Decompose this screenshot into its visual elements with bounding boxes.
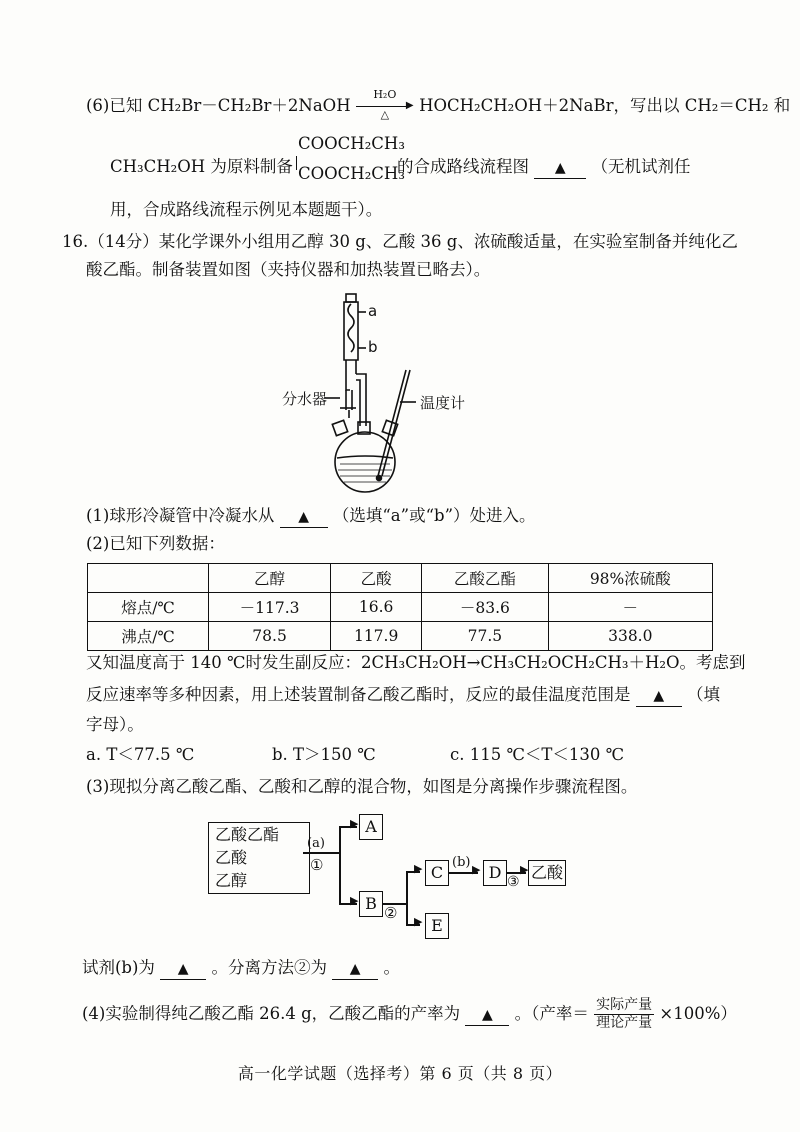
answer-blank[interactable]: ▲ <box>636 685 682 707</box>
q6-line1 <box>86 87 791 121</box>
step-3: ③ <box>507 874 520 890</box>
q16-p3-answers: 试剂(b)为 ▲ 。分离方法②为 ▲ 。 <box>82 956 400 980</box>
reagent-b: (b) <box>452 855 471 870</box>
box-e: E <box>425 913 449 939</box>
yield-fraction: $\frac{\text{实际产量}}{\text{理论产量}}$ <box>596 997 653 1031</box>
answer-blank[interactable]: ▲ <box>534 157 586 179</box>
option-a: a. T＜77.5 ℃ <box>86 745 195 764</box>
q16-p2-line3: 字母）。 <box>86 715 144 734</box>
arrow-condition-bottom: △ <box>380 107 390 121</box>
answer-blank[interactable]: ▲ <box>465 1004 509 1026</box>
mixture-box: 乙酸乙酯 乙酸 乙醇 <box>208 822 310 894</box>
q6-line2-end: （无机试剂任 <box>591 157 691 176</box>
q6-line2b <box>397 155 691 179</box>
box-a: A <box>359 814 383 840</box>
arrow-condition-top: H₂O <box>373 87 397 101</box>
q16-p2-line1: 又知温度高于 140 ℃时发生副反应：2CH₃CH₂OH→CH₃CH₂OCH₂CH₃＋H₂O。考虑到 <box>86 653 746 672</box>
label-separator: 分水器 <box>282 390 328 408</box>
q16-p4: (4)实验制得纯乙酸乙酯 26.4 g，乙酸乙酯的产率为 ▲ 。（产率＝ $\frac{\text{实际产量}}{\text{理论产量}}$ ×100%） <box>82 997 737 1031</box>
q16-p2-line2: 反应速率等多种因素，用上述装置制备乙酸乙酯时，反应的最佳温度范围是 ▲ （填 <box>86 683 720 707</box>
table-row: 熔点/℃ －117.3 16.6 －83.6 － <box>88 593 713 622</box>
reagent-a: (a) <box>307 836 325 851</box>
data-table <box>87 563 713 651</box>
step-2: ② <box>384 904 398 922</box>
q6-line3: 用，合成路线流程示例见本题题干）。 <box>110 200 383 219</box>
ester-top: COOCH₂CH₃ <box>298 134 405 153</box>
q16-line1: 16.（14分）某化学课外小组用乙醇 30 g、乙酸 36 g、浓硫酸适量，在实验室制备并纯化乙 <box>62 232 738 251</box>
label-thermometer: 温度计 <box>420 394 466 412</box>
product-box: 乙酸 <box>528 860 566 886</box>
label-b: b <box>368 338 378 356</box>
answer-blank[interactable]: ▲ <box>332 958 378 980</box>
q6-line2 <box>110 155 293 179</box>
page-footer: 高一化学试题（选择考）第 6 页（共 8 页） <box>237 1064 563 1083</box>
table-row: 沸点/℃ 78.5 117.9 77.5 338.0 <box>88 622 713 651</box>
q6-line1-post: HOCH₂CH₂OH＋2NaBr，写出以 CH₂＝CH₂ 和 <box>419 96 791 115</box>
q16-line2: 酸乙酯。制备装置如图（夹持仪器和加热装置已略去）。 <box>86 260 491 279</box>
table-header-row: 乙醇 乙酸 乙酸乙酯 98%浓硫酸 <box>88 564 713 593</box>
box-b: B <box>359 891 383 917</box>
answer-blank[interactable]: ▲ <box>280 506 328 528</box>
q6-line2-pre: CH₃CH₂OH 为原料制备 <box>110 157 293 176</box>
ester-bottom: COOCH₂CH₃ <box>298 164 405 183</box>
reaction-arrow: H₂O ▶ △ <box>356 95 414 119</box>
label-a: a <box>368 302 378 320</box>
option-b: b. T＞150 ℃ <box>272 745 376 764</box>
box-d: D <box>483 860 507 886</box>
step-1: ① <box>310 856 324 874</box>
answer-blank[interactable]: ▲ <box>160 958 206 980</box>
q6-line1-pre: (6)已知 CH₂Br－CH₂Br＋2NaOH <box>86 96 351 115</box>
q6-line2-post: 的合成路线流程图 <box>397 157 529 176</box>
q16-p1: (1)球形冷凝管中冷凝水从 ▲ （选填“a”或“b”）处进入。 <box>86 504 536 528</box>
box-c: C <box>425 860 449 886</box>
q16-p2-intro: (2)已知下列数据： <box>86 534 225 553</box>
diethyl-oxalate-formula <box>294 134 404 188</box>
q16-p3-intro: (3)现拟分离乙酸乙酯、乙酸和乙醇的混合物，如图是分离操作步骤流程图。 <box>86 777 638 796</box>
option-c: c. 115 ℃＜T＜130 ℃ <box>450 745 625 764</box>
